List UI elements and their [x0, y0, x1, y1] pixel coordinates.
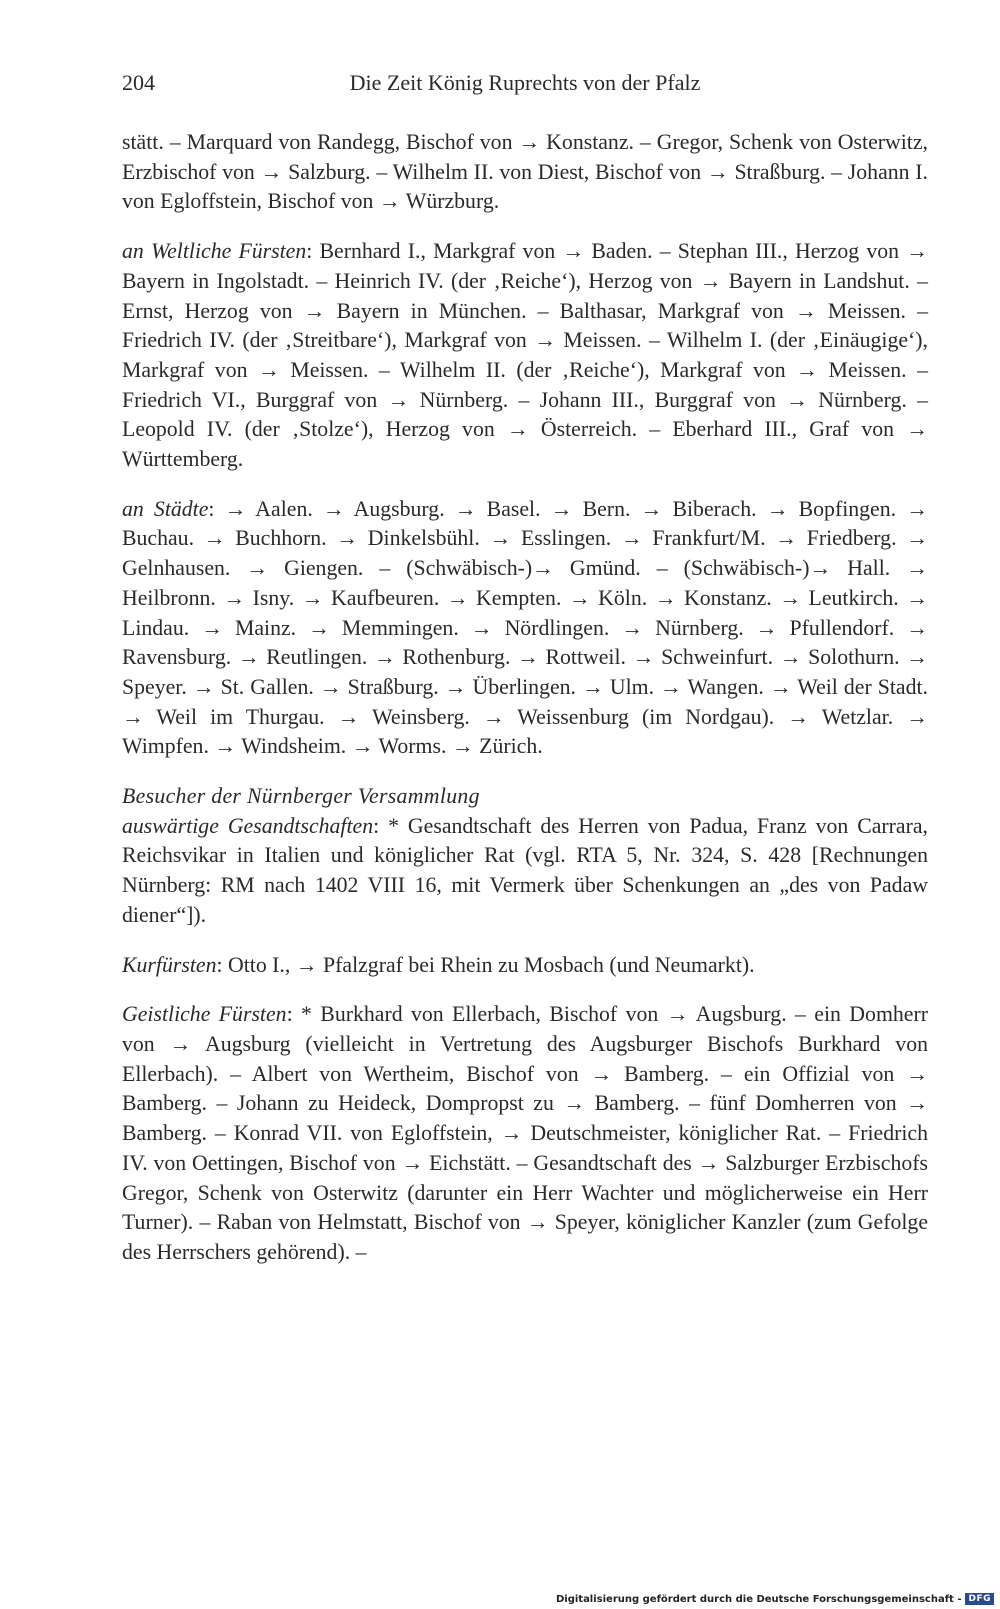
paragraph-text: : * Gesandtschaft des Herren von Padua, Franz von Carrara, Reichsvikar in Italien und königlicher Rat (vgl. RTA 5, Nr. 324, S. 428 [Rechnungen Nürnberg: RM nach 1402 VIII 16, mit Vermerk über Schenkungen an „des von Padaw diener“]). [122, 813, 928, 927]
paragraph-label: an Städte [122, 496, 209, 521]
section-heading: Besucher der Nürnberger Versammlung [122, 784, 480, 809]
paragraph-text: : * Burkhard von Ellerbach, Bischof von → Augsburg. – ein Domherr von → Augsburg (vielleicht in Vertretung des Augsburger Bischofs Burkhard von Ellerbach). – Albert von Wertheim, Bischof von → Bamberg. – ein Offizial von → Bamberg. – Johann zu Heideck, Dompropst zu → Bamberg. – fünf Domherren von → Bamberg. – Konrad VII. von Egloffstein, → Deutschmeister, königlicher Rat. – Friedrich IV. von Oettingen, Bischof von → Eichstätt. – Gesandtschaft des → Salzburger Erzbischofs Gregor, Schenk von Osterwitz (darunter ein Herr Wachter und möglicherweise ein Herr Turner). – Raban von Helmstatt, Bischof von → Speyer, königlicher Kanzler (zum Gefolge des Herrschers gehörend). – [122, 1002, 928, 1264]
paragraph-kurfuersten [122, 951, 928, 981]
page-header [122, 70, 928, 100]
dfg-logo: DFG [965, 1593, 994, 1605]
paragraph-text: : Otto I., → Pfalzgraf bei Rhein zu Mosbach (und Neumarkt). [216, 952, 755, 977]
paragraph-label: an Weltliche Fürsten [122, 239, 307, 264]
paragraph-label: Kurfürsten [122, 952, 217, 977]
paragraph-text: : → Aalen. → Augsburg. → Basel. → Bern. → Biberach. → Bopfingen. → Buchau. → Buchhorn. → Dinkelsbühl. → Esslingen. → Frankfurt/M. → Friedberg. → Gelnhausen. → Giengen. – (Schwäbisch-)→ Gmünd. – (Schwäbisch-)→ Hall. → Heilbronn. → Isny. → Kaufbeuren. → Kempten. → Köln. → Konstanz. → Leutkirch. → Lindau. → Mainz. → Memmingen. → Nördlingen. → Nürnberg. → Pfullendorf. → Ravensburg. → Reutlingen. → Rothenburg. → Rottweil. → Schweinfurt. → Solothurn. → Speyer. → St. Gallen. → Straßburg. → Überlingen. → Ulm. → Wangen. → Weil der Stadt. → Weil im Thurgau. → Weinsberg. → Weissenburg (im Nordgau). → Wetzlar. → Wimpfen. → Windsheim. → Worms. → Zürich. [122, 496, 928, 759]
running-title: Die Zeit König Ruprechts von der Pfalz [349, 70, 701, 95]
paragraph-geistliche-fuersten [122, 1000, 928, 1267]
paragraph-label: Geistliche Fürsten [122, 1002, 287, 1027]
paragraph-staedte [122, 495, 928, 762]
paragraph-weltliche-fuersten [122, 237, 928, 475]
paragraph-text: : Bernhard I., Markgraf von → Baden. – Stephan III., Herzog von → Bayern in Ingolstadt. – Heinrich IV. (der ‚Reiche‘), Herzog von → Bayern in Landshut. – Ernst, Herzog von → Bayern in München. – Balthasar, Markgraf von → Meissen. – Friedrich IV. (der ‚Streitbare‘), Markgraf von → Meissen. – Wilhelm I. (der ‚Einäugige‘), Markgraf von → Meissen. – Wilhelm II. (der ‚Reiche‘), Markgraf von → Meissen. – Friedrich VI., Burggraf von → Nürnberg. – Johann III., Burggraf von → Nürnberg. – Leopold IV. (der ‚Stolze‘), Herzog von → Österreich. – Eberhard III., Graf von → Württemberg. [122, 239, 928, 472]
paragraph-gesandtschaften [122, 812, 928, 931]
paragraph-label: auswärtige Gesandtschaften [122, 813, 374, 838]
page-body [122, 128, 928, 1268]
paragraph-text: stätt. – Marquard von Randegg, Bischof von → Konstanz. – Gregor, Schenk von Osterwitz, Erzbischof von → Salzburg. – Wilhelm II. von Diest, Bischof von → Straßburg. – Johann I. von Egloffstein, Bischof von → Würzburg. [122, 130, 928, 214]
footer-credit [556, 1593, 994, 1605]
page-number: 204 [122, 70, 155, 95]
footer-credit-text: Digitalisierung gefördert durch die Deutsche Forschungsgemeinschaft - [555, 1593, 962, 1605]
paragraph-continuation [122, 128, 928, 217]
